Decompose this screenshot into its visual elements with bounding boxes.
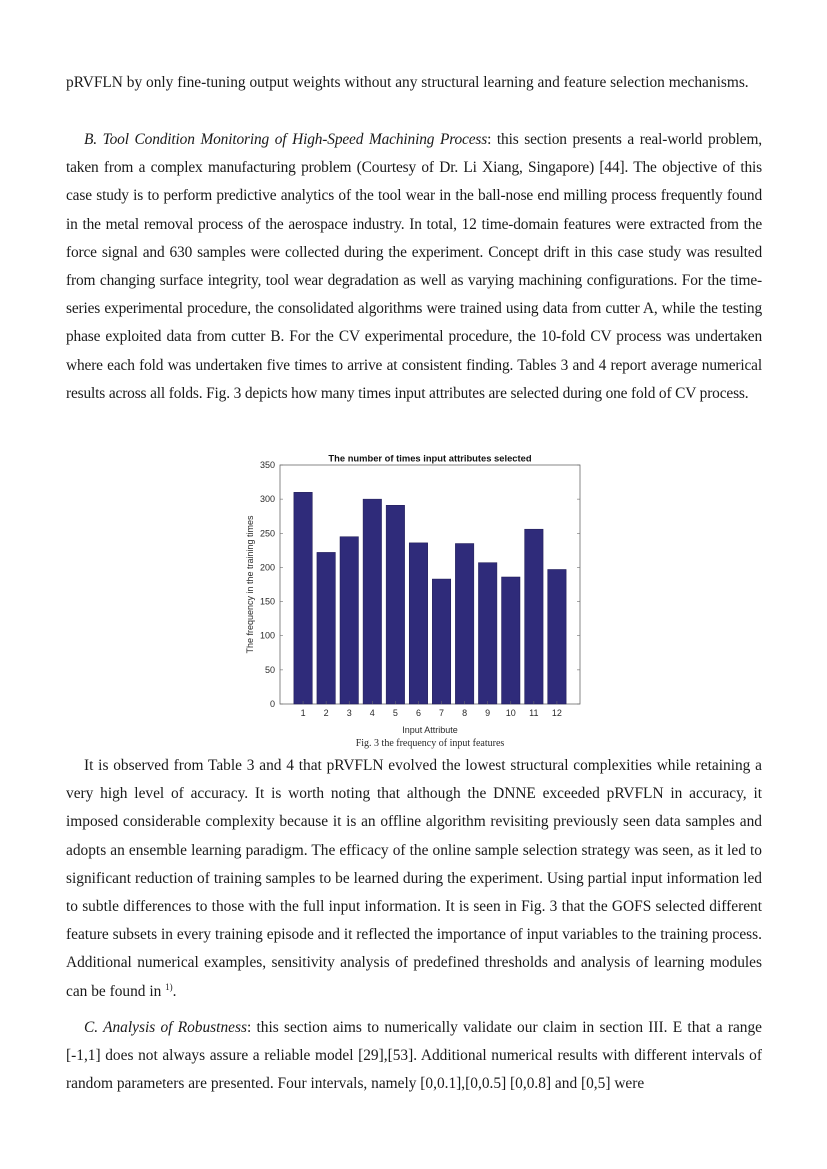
y-tick-label: 50: [264, 664, 275, 675]
paragraph-discussion-text: [66, 752, 762, 1006]
section-c-body: : this section aims to numerically validate our claim in section III. E that a range [-1,1] does not always assure a reliable model [29],[53]. Additional numerical results with different intervals of random parameters are presented. Four intervals, namely [0,0.1],[0,0.5] [0,0.8] and [0,5] were: [66, 1019, 763, 1093]
bar-12: [548, 569, 566, 704]
bar-7: [432, 579, 450, 704]
x-tick-label: 3: [346, 708, 352, 718]
x-tick-label: 12: [551, 708, 562, 718]
y-axis-label: The frequency in the training times: [245, 515, 255, 654]
section-b-heading: B. Tool Condition Monitoring of High-Speed Machining Process: [84, 131, 488, 148]
x-tick-label: 1: [300, 708, 306, 718]
x-tick-label: 6: [415, 708, 421, 718]
y-tick-label: 150: [259, 596, 275, 607]
x-tick-label: 10: [505, 708, 516, 718]
figure-3: [240, 450, 590, 750]
section-b-paragraph: [66, 126, 762, 408]
y-tick-label: 250: [259, 528, 275, 539]
x-axis-label: Input Attribute: [402, 725, 458, 735]
section-b-body: : this section presents a real-world problem, taken from a complex manufacturing problem (Courtesy of Dr. Li Xiang, Singapore) [44]. The objective of this case study is to perform predictive analytics of the tool wear in the ball-nose end milling process frequently found in the metal removal process of the aerospace industry. In total, 12 time-domain features were extracted from the force signal and 630 samples were collected during the experiment. Concept drift in this case study was resulted from changing surface integrity, tool wear degradation as well as varying machining configurations. For the time-series experimental procedure, the consolidated algorithms were trained using data from cutter A, while the testing phase exploited data from cutter B. For the CV experimental procedure, the 10-fold CV process was undertaken where each fold was undertaken five times to arrive at consistent finding. Tables 3 and 4 report average numerical results across all folds. Fig. 3 depicts how many times input attributes are selected during one fold of CV process.: [66, 131, 762, 402]
footnote-marker: 1): [165, 981, 173, 992]
x-tick-label: 8: [462, 708, 468, 718]
bar-4: [363, 499, 381, 704]
y-tick-label: 100: [259, 630, 275, 641]
y-tick-label: 0: [269, 699, 275, 709]
bar-chart: [240, 450, 590, 750]
bar-1: [294, 492, 312, 704]
bar-11: [525, 529, 543, 704]
section-c-paragraph: [66, 1014, 762, 1099]
bar-10: [502, 577, 520, 704]
x-tick-label: 2: [323, 708, 329, 718]
paragraph-intro-text: pRVFLN by only fine-tuning output weights without any structural learning and feature selection mechanisms.: [66, 74, 749, 91]
section-c-heading: C. Analysis of Robustness: [84, 1019, 247, 1036]
x-tick-label: 11: [529, 708, 539, 718]
y-tick-label: 300: [259, 494, 275, 505]
x-tick-label: 4: [369, 708, 375, 718]
bar-9: [478, 563, 496, 704]
section-b: [66, 126, 762, 408]
bar-8: [455, 544, 473, 704]
y-tick-label: 200: [259, 562, 275, 573]
bar-3: [340, 537, 358, 704]
section-c: [66, 1014, 762, 1099]
x-tick-label: 9: [485, 708, 491, 718]
y-tick-label: 350: [259, 460, 275, 470]
figure-caption: Fig. 3 the frequency of input features: [355, 738, 505, 749]
x-tick-label: 7: [439, 708, 445, 718]
paragraph-discussion: [66, 752, 762, 1006]
bar-5: [386, 505, 404, 704]
chart-title: The number of times input attributes selected: [328, 452, 532, 464]
paragraph-intro: [66, 69, 762, 97]
discussion-body: It is observed from Table 3 and 4 that pRVFLN evolved the lowest structural complexities while retaining a very high level of accuracy. It is worth noting that although the DNNE exceeded pRVFLN in accuracy, it imposed considerable complexity because it is an offline algorithm revisiting previously seen data samples and adopts an ensemble learning paradigm. The efficacy of the online sample selection strategy was seen, as it led to significant reduction of training samples to be learned during the experiment. Using partial input information led to subtle differences to those with the full input information. It is seen in Fig. 3 that the GOFS selected different feature subsets in every training episode and it reflected the importance of input variables to the training process. Additional numerical examples, sensitivity analysis of predefined thresholds and analysis of learning modules can be found in: [66, 757, 762, 1000]
bar-2: [317, 552, 335, 704]
x-tick-label: 5: [392, 708, 398, 718]
discussion-end: .: [172, 982, 177, 1000]
bar-6: [409, 543, 427, 704]
